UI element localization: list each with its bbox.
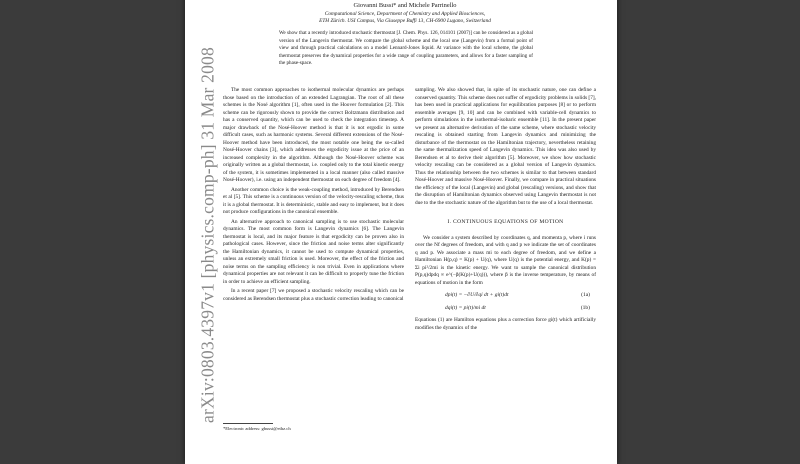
paper-abstract: We show that a recently introduced stochastic thermostat [J. Chem. Phys. 126, 014101 (2007)] can be considered as a global version of the Langevin thermostat. We compare the global scheme and the local one (Langevin) from a formal point of view and through practical calculations on a model Lennard-Jones liquid. At variance with the local scheme, the global thermostat preserves the dynamical properties for a wide range of coupling parameters, and allows for a faster sampling of the phase-space. xyxy=(279,30,533,67)
paragraph: The most common approaches to isothermal molecular dynamics are perhaps those based on the introduction of an extended Lagrangian. The root of all these schemes is the Nosé algorithm [1], often used in the Hoover formulation [2]. This scheme can be rigorously shown to provide the correct Boltzmann distribution and has a conserved quantity, which can be used to check the integration timestep. A major drawback of the Nosé-Hoover method is that it is not ergodic in some difficult cases, such as harmonic systems. Several different extensions of the Nosé-Hoover method have been introduced, the most notable one being the so-called Nosé-Hoover chains [3], which addresses the ergodicity issue at the price of an increased complexity in the algorithm. Although the Nosé-Hoover scheme was originally written as a global thermostat, i.e. coupled only to the total kinetic energy of the system, it is sometimes implemented in a local manner (also called massive Nosé-Hoover), i.e. using an independent thermostat on each degree of freedom [4]. xyxy=(223,87,404,184)
equation-number: (1b) xyxy=(580,305,590,312)
affiliation-line-1: Computational Science, Department of Chemistry and Applied Biosciences, xyxy=(324,11,486,17)
arxiv-stamp xyxy=(196,47,220,423)
paragraph: We consider a system described by coordinates q, and momenta p, where i runs over the Nf degrees of freedom, and with q and p we indicate the set of coordinates q and p. We associate a mass mi to each degree of freedom, and we define a Hamiltonian H(p,q) = K(p) + U(q), where U(q) is the potential energy, and K(p) = Σi pi²/2mi is the kinetic energy. We want to sample the canonical distribution P(p,q)dpdq ∝ e^(−β(K(p)+U(q))), where β is the inverse temperature, by means of equations of motion in the form xyxy=(415,234,596,286)
paper-affiliation xyxy=(215,11,595,25)
paper-page xyxy=(185,0,617,464)
footnote-divider xyxy=(223,423,273,424)
left-column xyxy=(223,87,404,303)
affiliation-line-2: ETH Zürich. USI Campus, Via Giuseppe Buffi 13, CH-6900 Lugano, Switzerland xyxy=(319,18,491,24)
paragraph: sampling. We also showed that, in spite of its stochastic nature, one can define a conserved quantity. This scheme does not suffer of ergodicity problems in solids [7], has been used in practical applications for equilibration purposes [8] or to perform ensemble averages [9, 10] and can be combined with variable-cell dynamics to perform simulations in the isothermal-isobaric ensemble [11]. In the present paper we present an alternative derivation of the same scheme, where stochastic velocity rescaling is obtained starting from Langevin dynamics and minimizing the disturbance of the thermostat on the Hamiltonian trajectory, nevertheless retaining the same thermalization speed of Langevin dynamics. This idea was also used by Berendsen et al to derive their algorithm [5]. Moreover, we show how stochastic velocity rescaling can be considered as a global version of Langevin dynamics. Thus the relationship between the two schemes is similar to that between standard Nosé-Hoover and massive Nosé-Hoover. Finally, we compare in practical situations the efficiency of the local (Langevin) and global (rescaling) versions, and show that the disruption of Hamiltonian dynamics observed using Langevin thermostat is not due to the the stochastic nature of the algorithm but to the use of a local thermostat. xyxy=(415,87,596,206)
paper-authors: Giovanni Bussi* and Michele Parrinello xyxy=(353,2,457,9)
equation-1b xyxy=(445,304,590,313)
right-column xyxy=(415,87,596,332)
equation-expression: dpi(t) = −∂U/∂qi dt + gi(t)dt xyxy=(445,292,509,299)
arxiv-identifier: arXiv:0803.4397v1 [physics.comp-ph] 31 Mar 2008 xyxy=(197,47,218,423)
paragraph: In a recent paper [7] we proposed a stochastic velocity rescaling which can be considered as Berendsen thermostat plus a stochastic correction leading to canonical xyxy=(223,288,404,302)
section-heading: I. CONTINUOUS EQUATIONS OF MOTION xyxy=(447,219,564,226)
footnote: *Electronic address: gbussi@ethz.ch xyxy=(223,426,291,431)
equation-1a xyxy=(445,291,590,300)
paragraph: Equations (1) are Hamilton equations plus a correction force gi(t) which artificially modifies the dynamics of the xyxy=(415,317,596,331)
paragraph: An alternative approach to canonical sampling is to use stochastic molecular dynamics. The most common form is Langevin dynamics [6]. The Langevin thermostat is local, and its major feature is that ergodicity can be proven also in pathological cases. However, since the friction and noise terms alter significantly the Hamiltonian dynamics, it cannot be used to compute dynamical properties, unless an extremely small friction is used. Moreover, the effect of the friction and noise terms on the sampling efficiency is non trivial. Even in applications where dynamical properties are not relevant it can be difficult to properly tune the friction in order to achieve an efficient sampling. xyxy=(223,218,404,285)
equation-expression: dqi(t) = pi(t)/mi dt xyxy=(445,305,486,312)
paragraph: Another common choice is the weak-coupling method, introduced by Berendsen et al [5]. This scheme is a continuous version of the velocity-rescaling scheme, thus it is a global thermostat. It is deterministic, stable and easy to implement, but it does not produce configurations in the canonical ensemble. xyxy=(223,186,404,216)
equation-number: (1a) xyxy=(581,292,590,299)
